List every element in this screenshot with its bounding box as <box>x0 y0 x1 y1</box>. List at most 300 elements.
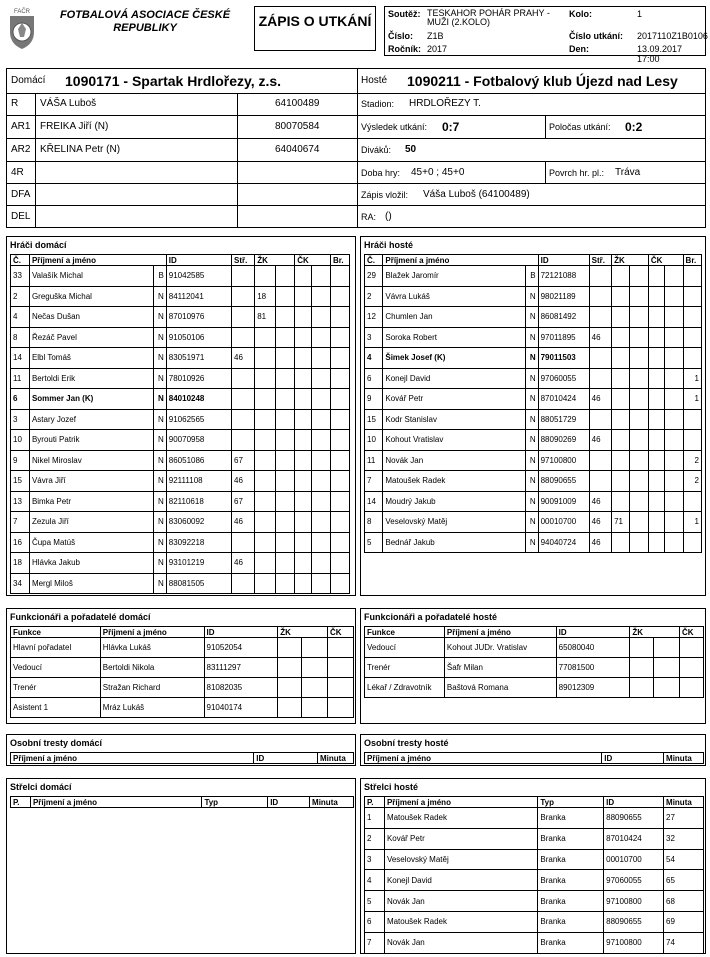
zapis-label: Zápis vložil: <box>361 190 409 200</box>
player-red-1 <box>295 286 312 307</box>
player-row <box>11 532 350 553</box>
scorer-name: Novák Jan <box>384 932 537 953</box>
player-status: N <box>526 491 538 512</box>
scorer-name: Matoušek Radek <box>384 808 537 829</box>
cislo-utkani-value: 2017110Z1B0106 <box>637 31 708 41</box>
player-id: 97060055 <box>538 368 589 389</box>
functionary-id: 91052054 <box>204 638 278 658</box>
functionary-yellow-1 <box>278 638 302 658</box>
player-status: N <box>526 368 538 389</box>
player-status: N <box>526 389 538 410</box>
player-number: 3 <box>11 409 30 430</box>
player-row <box>365 491 702 512</box>
player-id: 83060092 <box>166 512 231 533</box>
scorer-id: 87010424 <box>604 828 664 849</box>
player-sub <box>589 471 611 492</box>
player-goals: 1 <box>683 389 701 410</box>
functionary-yellow-1 <box>630 658 654 678</box>
player-yellow-2 <box>276 409 295 430</box>
player-yellow-2 <box>630 368 648 389</box>
player-status: N <box>526 307 538 328</box>
col-header: Příjmení a jméno <box>100 627 204 638</box>
player-sub: 46 <box>589 512 611 533</box>
player-yellow-1 <box>612 471 630 492</box>
player-yellow-1 <box>612 286 630 307</box>
player-yellow-2 <box>630 286 648 307</box>
player-id: 72121088 <box>538 266 589 287</box>
player-red-1 <box>295 327 312 348</box>
player-status: N <box>154 389 167 410</box>
functionary-row <box>11 698 354 718</box>
col-header: ID <box>538 255 589 266</box>
player-id: 88090655 <box>538 471 589 492</box>
functionary-yellow-2 <box>654 658 680 678</box>
player-red-2 <box>312 368 331 389</box>
player-status: N <box>526 327 538 348</box>
away-scorers-title: Střelci hosté <box>364 782 419 792</box>
functionary-red <box>328 658 354 678</box>
player-yellow-2 <box>630 266 648 287</box>
player-name: Bednář Jakub <box>383 532 526 553</box>
player-row <box>11 512 350 533</box>
player-yellow-1 <box>255 266 276 287</box>
functionary-row <box>11 658 354 678</box>
player-row <box>11 553 350 574</box>
player-sub: 46 <box>232 348 255 369</box>
player-number: 7 <box>365 471 383 492</box>
functionary-yellow-2 <box>302 698 328 718</box>
player-sub <box>589 307 611 328</box>
player-id: 79011503 <box>538 348 589 369</box>
player-red-2 <box>312 266 331 287</box>
official-id: 64040674 <box>275 144 320 155</box>
player-sub: 46 <box>589 327 611 348</box>
player-red-2 <box>312 512 331 533</box>
player-id: 94040724 <box>538 532 589 553</box>
player-sub <box>232 409 255 430</box>
player-row <box>11 389 350 410</box>
player-id: 83051971 <box>166 348 231 369</box>
player-sub: 46 <box>589 430 611 451</box>
official-name: FREIKA Jiří (N) <box>40 121 109 132</box>
functionary-row <box>11 678 354 698</box>
player-yellow-1 <box>612 389 630 410</box>
divaku-label: Diváků: <box>361 145 392 155</box>
player-name: Matoušek Radek <box>383 471 526 492</box>
home-functionaries-table <box>10 626 354 718</box>
player-name: Kodr Stanislav <box>383 409 526 430</box>
official-name: VÁŠA Luboš <box>40 98 97 109</box>
scorer-row <box>365 849 704 870</box>
scorer-name: Kovář Petr <box>384 828 537 849</box>
player-yellow-1 <box>255 471 276 492</box>
player-yellow-2 <box>276 266 295 287</box>
player-status: N <box>154 532 167 553</box>
player-status: B <box>526 266 538 287</box>
player-goals <box>683 491 701 512</box>
player-row <box>11 368 350 389</box>
player-number: 11 <box>11 368 30 389</box>
col-header: Č. <box>365 255 383 266</box>
player-yellow-1 <box>255 368 276 389</box>
player-number: 8 <box>11 327 30 348</box>
player-yellow-2 <box>276 450 295 471</box>
official-role: DEL <box>11 211 31 222</box>
player-status: N <box>154 307 167 328</box>
soutez-value: TESKAHOR POHÁR PRAHY - MUŽI (2.KOLO) <box>427 8 550 27</box>
player-number: 5 <box>365 532 383 553</box>
player-goals <box>330 327 349 348</box>
player-number: 34 <box>11 573 30 594</box>
player-id: 83092218 <box>166 532 231 553</box>
player-number: 3 <box>365 327 383 348</box>
player-yellow-1 <box>255 491 276 512</box>
functionary-id: 83111297 <box>204 658 278 678</box>
player-red-2 <box>665 368 683 389</box>
cislo-value: Z1B <box>427 31 444 41</box>
player-status: N <box>154 512 167 533</box>
player-id: 97100800 <box>538 450 589 471</box>
player-id: 87010976 <box>166 307 231 328</box>
functionary-red <box>328 678 354 698</box>
functionary-yellow-1 <box>630 638 654 658</box>
player-number: 4 <box>11 307 30 328</box>
player-number: 10 <box>11 430 30 451</box>
player-red-2 <box>665 532 683 553</box>
player-yellow-2 <box>630 307 648 328</box>
player-id: 87010424 <box>538 389 589 410</box>
functionary-yellow-2 <box>654 638 680 658</box>
player-name: Vávra Jiří <box>29 471 153 492</box>
player-yellow-2 <box>276 491 295 512</box>
player-yellow-1: 71 <box>612 512 630 533</box>
player-yellow-2 <box>630 491 648 512</box>
player-red-2 <box>665 327 683 348</box>
col-header: Minuta <box>664 753 704 764</box>
player-red-2 <box>312 471 331 492</box>
scorer-minute: 27 <box>664 808 704 829</box>
col-header: P. <box>11 797 31 808</box>
player-id: 91050106 <box>166 327 231 348</box>
player-sub <box>589 450 611 471</box>
player-name: Elbl Tomáš <box>29 348 153 369</box>
col-header: Stř. <box>589 255 611 266</box>
player-yellow-2 <box>276 286 295 307</box>
player-red-2 <box>665 512 683 533</box>
player-yellow-2 <box>276 532 295 553</box>
player-status: N <box>526 532 538 553</box>
functionary-yellow-1 <box>278 658 302 678</box>
col-header: ŽK <box>255 255 295 266</box>
functionary-yellow-1 <box>278 698 302 718</box>
player-goals: 2 <box>683 471 701 492</box>
player-sub <box>232 389 255 410</box>
player-yellow-2 <box>630 512 648 533</box>
player-red-1 <box>648 307 664 328</box>
functionary-row <box>11 638 354 658</box>
functionary-role: Lékař / Zdravotník <box>365 678 445 698</box>
player-red-1 <box>295 389 312 410</box>
scorer-type: Branka <box>538 932 604 953</box>
player-name: Hlávka Jakub <box>29 553 153 574</box>
player-status: N <box>526 471 538 492</box>
player-yellow-2 <box>276 512 295 533</box>
scorer-order: 1 <box>365 808 385 829</box>
scorer-id: 97100800 <box>604 932 664 953</box>
player-number: 33 <box>11 266 30 287</box>
scorer-row <box>365 828 704 849</box>
col-header: Minuta <box>310 797 354 808</box>
functionary-role: Vedoucí <box>365 638 445 658</box>
scorer-id: 00010700 <box>604 849 664 870</box>
stadion-value: HRDLOŘEZY T. <box>409 98 481 109</box>
player-sub: 46 <box>232 471 255 492</box>
player-name: Bimka Petr <box>29 491 153 512</box>
col-header: Příjmení a jméno <box>384 797 537 808</box>
player-name: Valašík Michal <box>29 266 153 287</box>
functionary-red <box>328 698 354 718</box>
functionary-yellow-1 <box>278 678 302 698</box>
player-yellow-1 <box>255 512 276 533</box>
functionary-yellow-2 <box>654 678 680 698</box>
col-header: Č. <box>11 255 30 266</box>
player-status: N <box>154 471 167 492</box>
player-status: N <box>154 553 167 574</box>
col-header: Funkce <box>365 627 445 638</box>
facr-logo <box>6 6 38 50</box>
player-goals <box>330 286 349 307</box>
rocnik-label: Ročník: <box>388 44 422 54</box>
player-goals <box>330 532 349 553</box>
vysledek-label: Výsledek utkání: <box>361 122 428 132</box>
player-red-2 <box>312 307 331 328</box>
functionary-yellow-1 <box>630 678 654 698</box>
official-role: DFA <box>11 189 31 200</box>
player-status: N <box>154 450 167 471</box>
scorer-type: Branka <box>538 870 604 891</box>
player-name: Konejl David <box>383 368 526 389</box>
player-red-2 <box>665 266 683 287</box>
player-red-2 <box>312 327 331 348</box>
player-row <box>365 327 702 348</box>
player-yellow-1 <box>612 348 630 369</box>
player-red-1 <box>295 573 312 594</box>
away-functionaries-section <box>360 608 706 724</box>
player-id: 93101219 <box>166 553 231 574</box>
player-name: Astary Jozef <box>29 409 153 430</box>
player-goals <box>683 286 701 307</box>
player-id: 00010700 <box>538 512 589 533</box>
player-goals <box>330 409 349 430</box>
scorer-row <box>365 870 704 891</box>
player-name: Veselovský Matěj <box>383 512 526 533</box>
player-red-2 <box>312 553 331 574</box>
player-yellow-2 <box>630 348 648 369</box>
scorer-name: Konejl David <box>384 870 537 891</box>
scorer-name: Matoušek Radek <box>384 911 537 932</box>
player-goals: 2 <box>683 450 701 471</box>
scorer-order: 5 <box>365 891 385 912</box>
player-goals <box>683 307 701 328</box>
player-sub <box>589 286 611 307</box>
col-header: ID <box>254 753 318 764</box>
player-red-2 <box>312 409 331 430</box>
player-yellow-1 <box>255 573 276 594</box>
scorer-row <box>365 891 704 912</box>
player-goals <box>330 573 349 594</box>
player-goals <box>330 553 349 574</box>
player-red-2 <box>665 491 683 512</box>
player-row <box>365 368 702 389</box>
player-yellow-1 <box>255 553 276 574</box>
player-number: 9 <box>365 389 383 410</box>
home-scorers-section <box>6 778 356 954</box>
den-label: Den: <box>569 44 589 54</box>
player-red-2 <box>665 409 683 430</box>
player-yellow-2 <box>276 389 295 410</box>
player-yellow-1 <box>612 491 630 512</box>
scorer-order: 3 <box>365 849 385 870</box>
player-number: 4 <box>365 348 383 369</box>
player-sub: 46 <box>589 389 611 410</box>
cislo-label: Číslo: <box>388 31 414 41</box>
player-id: 78010926 <box>166 368 231 389</box>
col-header: P. <box>365 797 385 808</box>
player-red-1 <box>648 512 664 533</box>
player-id: 88081505 <box>166 573 231 594</box>
player-red-1 <box>648 389 664 410</box>
player-name: Nečas Dušan <box>29 307 153 328</box>
player-goals <box>683 409 701 430</box>
player-red-1 <box>295 471 312 492</box>
player-number: 6 <box>11 389 30 410</box>
functionary-row <box>365 658 704 678</box>
player-sub: 46 <box>589 532 611 553</box>
player-status: N <box>154 286 167 307</box>
player-number: 12 <box>365 307 383 328</box>
player-yellow-2 <box>276 307 295 328</box>
player-status: N <box>154 491 167 512</box>
player-name: Sommer Jan (K) <box>29 389 153 410</box>
vysledek-value: 0:7 <box>442 120 460 134</box>
player-id: 97011895 <box>538 327 589 348</box>
player-red-1 <box>295 266 312 287</box>
player-yellow-1 <box>255 348 276 369</box>
player-id: 86081492 <box>538 307 589 328</box>
povrch-value: Tráva <box>615 167 641 178</box>
scorer-name: Veselovský Matěj <box>384 849 537 870</box>
col-header: Příjmení a jméno <box>444 627 556 638</box>
player-sub <box>232 266 255 287</box>
player-row <box>365 266 702 287</box>
player-name: Šimek Josef (K) <box>383 348 526 369</box>
player-name: Mergl Miloš <box>29 573 153 594</box>
home-penalties-section <box>6 734 356 766</box>
away-team-name: 1090211 - Fotbalový klub Újezd nad Lesy <box>407 73 678 89</box>
col-header: Minuta <box>318 753 354 764</box>
player-red-2 <box>312 532 331 553</box>
player-status: N <box>154 368 167 389</box>
player-yellow-2 <box>276 327 295 348</box>
player-id: 98021189 <box>538 286 589 307</box>
player-red-2 <box>312 430 331 451</box>
player-yellow-1: 18 <box>255 286 276 307</box>
player-name: Chumlen Jan <box>383 307 526 328</box>
player-red-1 <box>648 532 664 553</box>
player-red-1 <box>295 450 312 471</box>
functionary-id: 89012309 <box>556 678 630 698</box>
document-title: ZÁPIS O UTKÁNÍ <box>254 6 376 51</box>
player-sub <box>232 307 255 328</box>
player-yellow-1 <box>612 532 630 553</box>
functionary-red <box>680 658 704 678</box>
player-red-1 <box>648 266 664 287</box>
player-sub <box>232 532 255 553</box>
player-yellow-2 <box>630 430 648 451</box>
player-red-1 <box>648 491 664 512</box>
player-yellow-1 <box>612 266 630 287</box>
col-header: Funkce <box>11 627 101 638</box>
ra-value: () <box>385 211 392 222</box>
player-name: Vávra Lukáš <box>383 286 526 307</box>
player-number: 10 <box>365 430 383 451</box>
player-red-2 <box>665 450 683 471</box>
player-name: Soroka Robert <box>383 327 526 348</box>
player-row <box>365 307 702 328</box>
player-sub <box>232 430 255 451</box>
col-header: ID <box>604 797 664 808</box>
player-yellow-1 <box>612 450 630 471</box>
player-goals <box>330 389 349 410</box>
col-header: Br. <box>683 255 701 266</box>
player-status: N <box>154 327 167 348</box>
player-yellow-2 <box>630 389 648 410</box>
player-id: 86051086 <box>166 450 231 471</box>
functionary-red <box>680 638 704 658</box>
player-number: 18 <box>11 553 30 574</box>
player-yellow-2 <box>276 471 295 492</box>
player-yellow-1 <box>255 450 276 471</box>
col-header: ČK <box>680 627 704 638</box>
col-header: ČK <box>328 627 354 638</box>
player-goals <box>330 348 349 369</box>
home-players-section <box>6 236 356 596</box>
player-row <box>11 573 350 594</box>
player-name: Nikel Miroslav <box>29 450 153 471</box>
functionary-role: Hlavní pořadatel <box>11 638 101 658</box>
col-header: Typ <box>202 797 268 808</box>
player-id: 84010248 <box>166 389 231 410</box>
soutez-label: Soutěž: <box>388 9 421 19</box>
zapis-value: Váša Luboš (64100489) <box>423 189 530 200</box>
away-penalties-title: Osobní tresty hosté <box>364 738 449 748</box>
functionary-name: Baštová Romana <box>444 678 556 698</box>
player-red-2 <box>312 286 331 307</box>
home-players-table <box>10 254 350 594</box>
cislo-utkani-label: Číslo utkání: <box>569 31 624 41</box>
functionary-role: Asistent 1 <box>11 698 101 718</box>
player-row <box>11 348 350 369</box>
player-sub <box>589 368 611 389</box>
home-functionaries-section <box>6 608 356 724</box>
col-header: ŽK <box>630 627 680 638</box>
player-id: 90070958 <box>166 430 231 451</box>
player-goals <box>330 307 349 328</box>
player-row <box>365 348 702 369</box>
functionary-row <box>365 678 704 698</box>
functionary-name: Kohout JUDr. Vratislav <box>444 638 556 658</box>
away-scorers-table <box>364 796 704 954</box>
